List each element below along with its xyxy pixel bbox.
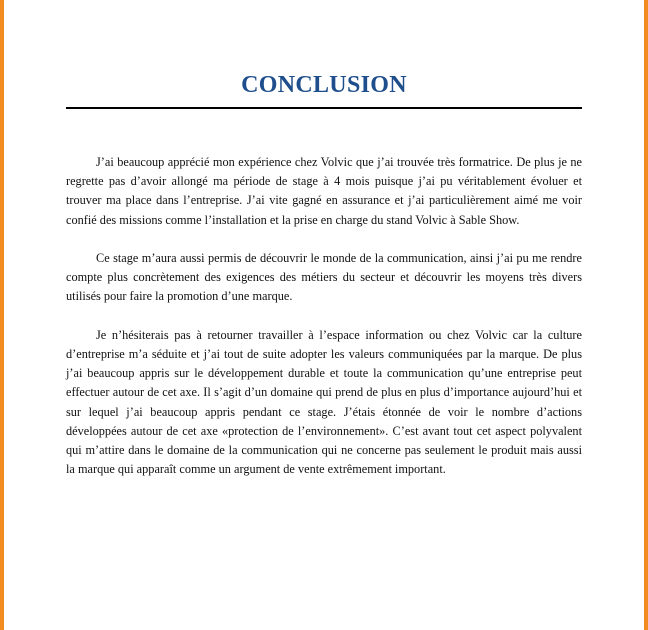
paragraph-1: J’ai beaucoup apprécié mon expérience chez Volvic que j’ai trouvée très formatrice. De plus je ne regrette pas d’avoir allongé ma période de stage à 4 mois puisque j’ai pu véritablement évoluer et trouver ma place dans l’entreprise. J’ai vite gagné en assurance et j’ai particulièrement aimé me voir confié des missions comme l’installation et la prise en charge du stand Volvic à Sable Show. — [66, 155, 582, 227]
page-border-left — [0, 0, 4, 630]
title-divider — [66, 107, 582, 109]
page-border-right — [644, 0, 648, 630]
paragraph-3: Je n’hésiterais pas à retourner travailler à l’espace information ou chez Volvic car la culture d’entreprise m’a séduite et j’ai tout de suite adopter les valeurs communiquées par la marque. De plus j’ai beaucoup appris sur le développement durable et toute la communication qu’une entreprise peut effectuer autour de cet axe. Il s’agit d’un domaine qui prend de plus en plus d’importance aujourd’hui et sur lequel j’ai beaucoup appris pendant ce stage. J’étais étonnée de voir le nombre d’actions développées autour de cet axe «protection de l’environnement». C’est avant tout cet aspect polyvalent qui m’attire dans le domaine de la communication qui ne concerne pas seulement le produit mais aussi la marque qui apparaît comme un argument de vente extrêmement important. — [66, 327, 582, 477]
page-title: CONCLUSION — [241, 72, 407, 98]
paragraph-2: Ce stage m’aura aussi permis de découvrir le monde de la communication, ainsi j’ai pu me rendre compte plus concrètement des exigences des métiers du secteur et découvrir les moyens très divers utilisés pour faire la promotion d’une marque. — [66, 251, 582, 304]
body-text — [66, 153, 582, 499]
